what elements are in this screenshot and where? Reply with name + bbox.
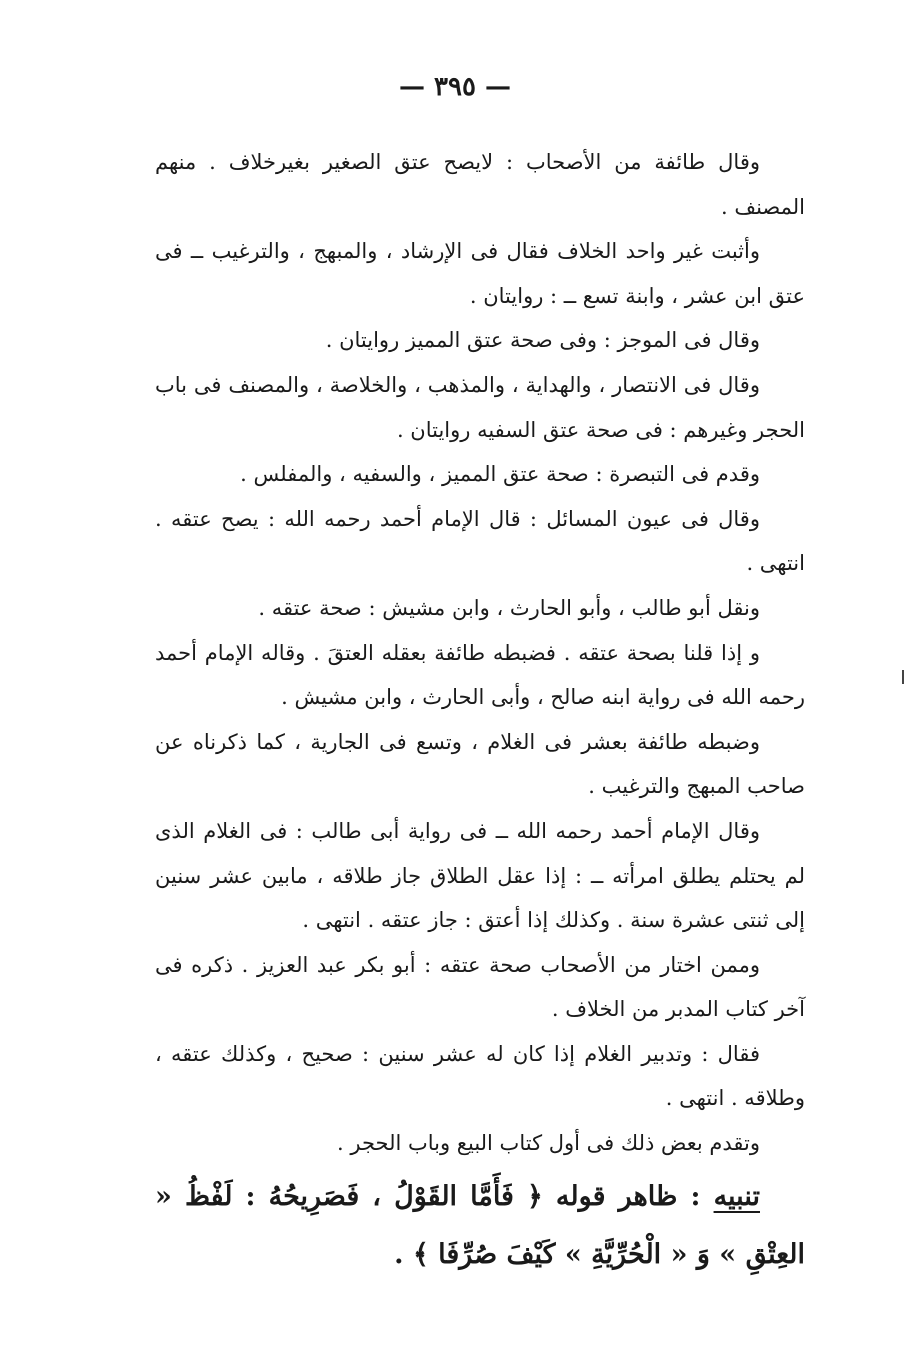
- paragraph: وقال الإمام أحمد رحمه الله ــ فى رواية أبى طالب : فى الغلام الذى لم يحتلم يطلق امرأته ــ : إذا عقل الطلاق جاز طلاقه ، مابين عشر سنين إلى ثنتى عشرة سنة . وكذلك إذا أعتق : جاز عتقه . انتهى .: [155, 818, 805, 933]
- margin-mark: [902, 670, 904, 684]
- paragraph: وقال طائفة من الأصحاب : لايصح عتق الصغير بغيرخلاف . منهم المصنف .: [155, 150, 805, 219]
- paragraph: وممن اختار من الأصحاب صحة عتقه : أبو بكر عبد العزيز . ذكره فى آخر كتاب المدبر من الخلاف .: [155, 952, 805, 1022]
- text-body: [155, 140, 805, 1284]
- paragraph: وقال فى الانتصار ، والهداية ، والمذهب ، والخلاصة ، والمصنف فى باب الحجر وغيرهم : فى صحة عتق السفيه روايتان .: [155, 372, 805, 442]
- page-number: — ٣٩٥ —: [398, 72, 512, 102]
- paragraph: وقدم فى التبصرة : صحة عتق المميز ، والسفيه ، والمفلس .: [240, 462, 760, 487]
- paragraph: وقال فى عيون المسائل : قال الإمام أحمد رحمه الله : يصح عتقه . انتهى .: [155, 506, 805, 576]
- paragraph: و إذا قلنا بصحة عتقه . فضبطه طائفة بعقله العتقَ . وقاله الإمام أحمد رحمه الله فى رواية ابنه صالح ، وأبى الحارث ، وابن مشيش .: [155, 640, 805, 710]
- tanbih-text: : ظاهر قوله ﴿ فَأَمَّا القَوْلُ ، فَصَرِيحُهُ : لَفْظُ « العِتْقِ » وَ « الْحُرِّيَّةِ » كَيْفَ صُرِّفَا ﴾ .: [155, 1180, 805, 1270]
- paragraph: ونقل أبو طالب ، وأبو الحارث ، وابن مشيش : صحة عتقه .: [258, 595, 760, 620]
- paragraph: وقال فى الموجز : وفى صحة عتق المميز روايتان .: [325, 328, 760, 353]
- tanbih-label: تنبيه: [713, 1180, 760, 1212]
- paragraph: وتقدم بعض ذلك فى أول كتاب البيع وباب الحجر .: [337, 1131, 760, 1156]
- paragraph: وضبطه طائفة بعشر فى الغلام ، وتسع فى الجارية ، كما ذكرناه عن صاحب المبهج والترغيب .: [155, 729, 805, 799]
- paragraph: فقال : وتدبير الغلام إذا كان له عشر سنين : صحيح ، وكذلك عتقه ، وطلاقه . انتهى .: [155, 1041, 805, 1111]
- tanbih-note: [155, 1168, 805, 1284]
- paragraph: وأثبت غير واحد الخلاف فقال فى الإرشاد ، والمبهج ، والترغيب ــ فى عتق ابن عشر ، وابنة تسع ــ : روايتان .: [155, 239, 805, 308]
